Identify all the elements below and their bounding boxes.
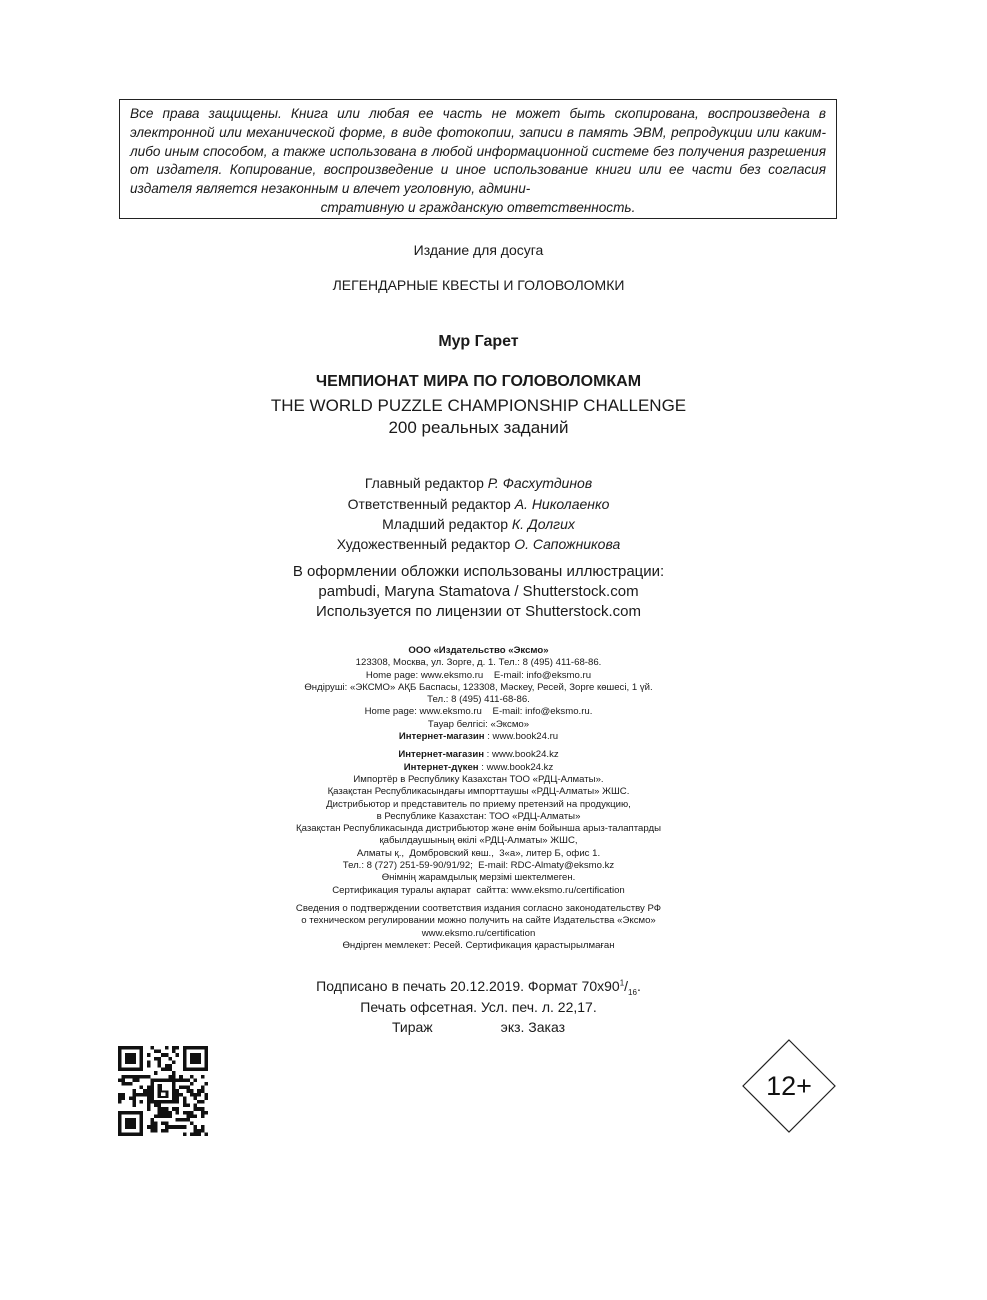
imprint-line: Тел.: 8 (727) 251-59-90/91/92; E-mail: RDC-Almaty@eksmo.kz <box>342 860 615 872</box>
imprint-line: Өндіруші: «ЭКСМО» АҚБ Баспасы, 123308, Мәскеу, Ресей, Зорге көшесі, 1 үй. <box>304 681 653 693</box>
book-title-en: THE WORLD PUZZLE CHAMPIONSHIP CHALLENGE <box>270 396 687 415</box>
imprint-line: Өнімнің жарамдылық мерзімі шектелмеген. <box>381 872 576 884</box>
online-shop-kz-line: Интернет-магазин : www.book24.kz <box>398 749 559 761</box>
signed-for-print: Подписано в печать 20.12.2019. Формат $70x90^1/_{16}$. <box>316 978 641 997</box>
imprint-line: Өндірген мемлекет: Ресей. Сертификация қарастырылмаған <box>342 939 615 951</box>
book-subtitle: 200 реальных заданий <box>388 418 569 437</box>
imprint-line: Home page: www.eksmo.ru E-mail: info@eksmo.ru <box>365 669 592 681</box>
imprint-line: Home page: www.eksmo.ru E-mail: info@eksmo.ru. <box>364 706 593 718</box>
cover-credit-line: pambudi, Maryna Stamatova / Shutterstock.com <box>318 583 639 600</box>
imprint-line: Сведения о подтверждении соответствия издания согласно законодательству РФ <box>295 902 662 914</box>
imprint-line: Қазақстан Республикасында дистрибьютор және өнім бойынша арыз-талаптарды <box>296 823 661 835</box>
publisher-imprint <box>0 645 957 952</box>
cover-credit-line: Используется по лицензии от Shutterstock.com <box>316 603 641 620</box>
series-name: ЛЕГЕНДАРНЫЕ КВЕСТЫ И ГОЛОВОЛОМКИ <box>332 277 625 293</box>
online-shop-kz2-line: Интернет-дүкен : www.book24.kz <box>403 761 554 773</box>
copyright-notice-box <box>119 99 837 219</box>
imprint-line: қабылдаушының өкілі «РДЦ-Алматы» ЖШС, <box>379 835 578 847</box>
credit-line: Ответственный редактор А. Николаенко <box>347 496 610 512</box>
imprint-line: Тел.: 8 (495) 411-68-86. <box>427 694 530 706</box>
imprint-line: Импортёр в Республику Казахстан ТОО «РДЦ-Алматы». <box>353 773 604 785</box>
imprint-line: Алматы қ., Домбровский көш., 3«а», литер Б, офис 1. <box>356 847 601 859</box>
book-title-ru: ЧЕМПИОНАТ МИРА ПО ГОЛОВОЛОМКАМ <box>315 373 642 390</box>
imprint-line: Дистрибьютор и представитель по приему претензий на продукцию, <box>326 798 631 810</box>
online-shop-line: Интернет-магазин : www.book24.ru <box>398 731 559 743</box>
age-rating-badge <box>742 1039 836 1133</box>
imprint-line: Тауар белгісі: «Эксмо» <box>427 718 530 730</box>
qr-code-icon <box>118 1046 208 1136</box>
imprint-line: о техническом регулировании можно получить на сайте Издательства «Эксмо» <box>301 915 656 927</box>
imprint-line: в Республике Казахстан: ТОО «РДЦ-Алматы» <box>376 810 581 822</box>
publisher-name: ООО «Издательство «Эксмо» <box>408 645 549 656</box>
imprint-line: www.eksmo.ru/certification <box>421 927 536 939</box>
run-order-line: Тираж экз. Заказ <box>391 1019 566 1035</box>
imprint-line: 123308, Москва, ул. Зорге, д. 1. Тел.: 8 (495) 411-68-86. <box>355 657 602 669</box>
imprint-line: Қазақстан Республикасындағы импорттаушы «РДЦ-Алматы» ЖШС. <box>327 786 630 798</box>
edition-type: Издание для досуга <box>413 242 544 258</box>
credit-line: Художественный редактор О. Сапожникова <box>336 536 621 552</box>
print-type: Печать офсетная. Усл. печ. л. 22,17. <box>360 999 597 1015</box>
credit-line: Младший редактор К. Долгих <box>382 516 575 532</box>
copyright-notice: Все права защищены. Книга или любая ее часть не может быть скопирована, воспроизведена в электронной или механической форме, в виде фотокопии, записи в память ЭВМ, репродукции или каким-либо иным способом, а также использована в любой информационной системе без получения разрешения от издателя. Копирование, воспроизведение и иное использование книги или ее части без согласия издателя является незаконным и влечет уголовную, админи- <box>130 106 826 197</box>
copyright-notice-last: стративную и гражданскую ответственность. <box>320 199 636 215</box>
imprint-line: Сертификация туралы ақпарат сайтта: www.eksmo.ru/certification <box>332 884 625 896</box>
age-rating: 12+ <box>766 1071 812 1101</box>
credit-line: Главный редактор Р. Фасхутдинов <box>364 475 593 491</box>
cover-credit-line: В оформлении обложки использованы иллюстрации: <box>292 563 665 580</box>
author-name: Мур Гарет <box>438 333 519 350</box>
